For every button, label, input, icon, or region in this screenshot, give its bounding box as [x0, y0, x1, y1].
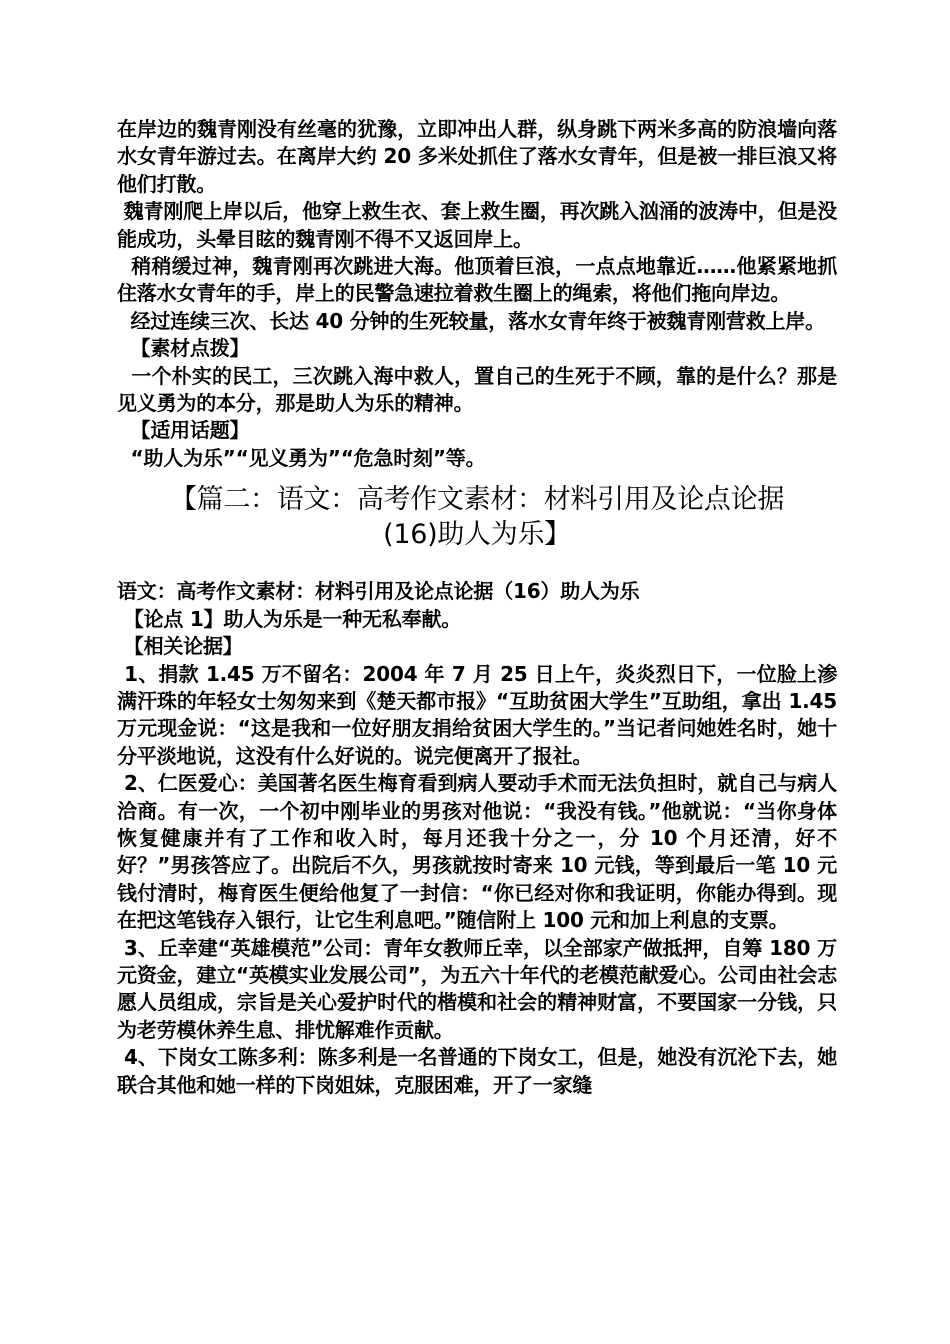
story-paragraph: 稍稍缓过神，魏青刚再次跳进大海。他顶着巨浪，一点点地靠近……他紧紧地抓住落水女青年的手，岸上的民警急速拉着救生圈上的绳索，将他们拖向岸边。	[117, 254, 837, 306]
section-heading	[117, 482, 837, 552]
evidence-item: 4、下岗女工陈多利：陈多利是一名普通的下岗女工，但是，她没有沉沦下去，她联合其他和她一样的下岗姐妹，克服困难，开了一家缝	[117, 1045, 838, 1097]
story-section	[117, 116, 837, 472]
topic-text: “助人为乐”“见义勇为”“危急时刻”等。	[117, 445, 486, 470]
argument-point: 【论点 1】助人为乐是一种无私奉献。	[117, 606, 462, 631]
section-heading-line: (16)助人为乐】	[383, 519, 571, 551]
material-tip-label: 【素材点拨】	[117, 336, 250, 361]
material-tip-text: 一个朴实的民工，三次跳入海中救人，置自己的生死于不顾，靠的是什么？那是见义勇为的本分，那是助人为乐的精神。	[117, 363, 838, 416]
evidence-item: 1、捐款 1.45 万不留名：2004 年 7 月 25 日上午，炎炎烈日下，一位脸上渗满汗珠的年轻女士匆匆来到《楚天都市报》“互助贫困大学生”互助组，拿出 1.45 万元现金说：“这是我和一位好朋友捐给贫困大学生的。”当记者问她姓名时，她十分平淡地说，这没有什么好说的。说完便离开了报社。	[117, 661, 844, 768]
story-paragraph: 经过连续三次、长达 40 分钟的生死较量，落水女青年终于被魏青刚营救上岸。	[117, 308, 825, 333]
story-paragraph: 魏青刚爬上岸以后，他穿上救生衣、套上救生圈，再次跳入汹涌的波涛中，但是没能成功，头晕目眩的魏青刚不得不又返回岸上。	[117, 199, 837, 251]
topic-label: 【适用话题】	[117, 418, 250, 443]
evidence-item: 3、丘幸建“英雄模范”公司：青年女教师丘幸，以全部家产做抵押，自筹 180 万元资金，建立“英模实业发展公司”，为五六十年代的老模范献爱心。公司由社会志愿人员组成，宗旨是关心爱护时代的楷模和社会的精神财富，不要国家一分钱，只为老劳模休养生息、排忧解难作贡献。	[117, 935, 837, 1042]
story-paragraph: 在岸边的魏青刚没有丝毫的犹豫，立即冲出人群，纵身跳下两米多高的防浪墙向落水女青年游过去。在离岸大约 20 多米处抓住了落水女青年，但是被一排巨浪又将他们打散。	[117, 117, 837, 196]
section-heading-line: 【篇二：语文：高考作文素材：材料引用及论点论据	[169, 484, 785, 516]
evidence-label: 【相关论据】	[117, 634, 243, 659]
document-page	[117, 116, 844, 1099]
evidence-item: 2、仁医爱心：美国著名医生梅育看到病人要动手术而无法负担时，就自己与病人洽商。有一次，一个初中刚毕业的男孩对他说：“我没有钱。”他就说：“当你身体恢复健康并有了工作和收入时，每月还我十分之一，分 10 个月还清，好不好？”男孩答应了。出院后不久，男孩就按时寄来 10 元钱，等到最后一笔 10 元钱付清时，梅育医生便给他复了一封信：“你已经对你和我证明，你能办得到。现在把这笔钱存入银行，让它生利息吧。”随信附上 100 元和加上利息的支票。	[117, 771, 838, 933]
material-section	[117, 578, 844, 1099]
material-title: 语文：高考作文素材：材料引用及论点论据（16）助人为乐	[117, 579, 640, 604]
